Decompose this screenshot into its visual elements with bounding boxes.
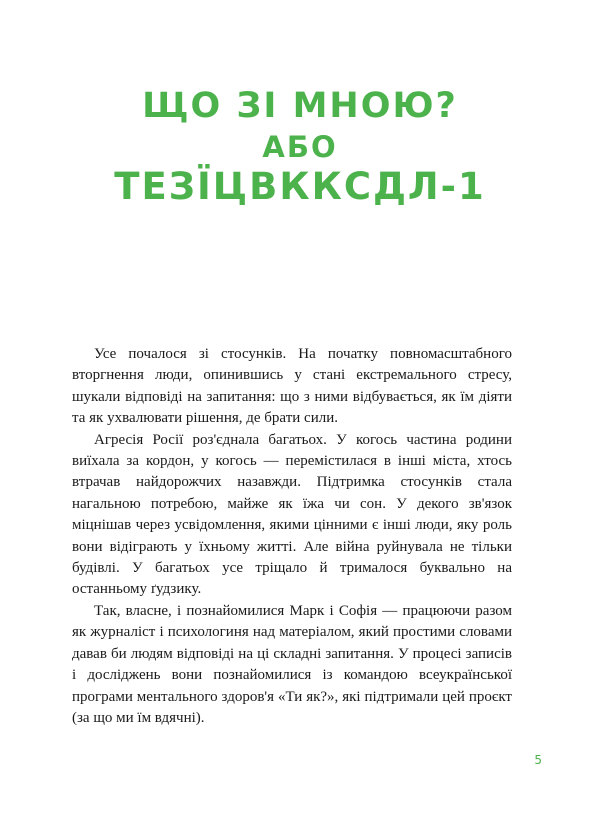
paragraph: Агресія Росії роз'єднала багатьох. У когось частина родини виїхала за кордон, у когось — перемістилася в інші міста, хтось втрачав найдорожчих назавжди. Підтримка стосунків стала нагальною потребою, майже як їжа чи сон. У декого зв'язок міцнішав через усвідомлення, якими цінними є інші люди, яку роль вони відіграють у їхньому житті. Але війна руйнувала не тільки будівлі. У багатьох усе тріщало й трималося буквально на останньому ґудзику. [72, 431, 512, 598]
chapter-title-line-2: АБО [262, 129, 338, 164]
page-number: 5 [534, 753, 542, 767]
paragraph: Усе почалося зі стосунків. На початку повномасштабного вторгнення люди, опинившись у стані екстремального стресу, шукали відповіді на запитання: що з ними відбувається, як їм діяти та як ухвалювати рішення, де брати сили. [72, 346, 512, 427]
body-text [72, 344, 512, 729]
chapter-title-line-1: ЩО ЗІ МНОЮ? [142, 86, 458, 126]
chapter-title [0, 88, 600, 207]
chapter-title-line-3: ТЕЗЇЦВККСДЛ-1 [114, 165, 486, 209]
paragraph: Так, власне, і познайомилися Марк і Софія — працюючи разом як журналіст і психологиня над матеріалом, який простими словами давав би людям відповіді на ці складні запитання. У процесі записів і досліджень вони познайомилися із командою всеукраїнської програми ментального здоров'я «Ти як?», які підтримали цей проєкт (за що ми їм вдячні). [72, 602, 512, 726]
